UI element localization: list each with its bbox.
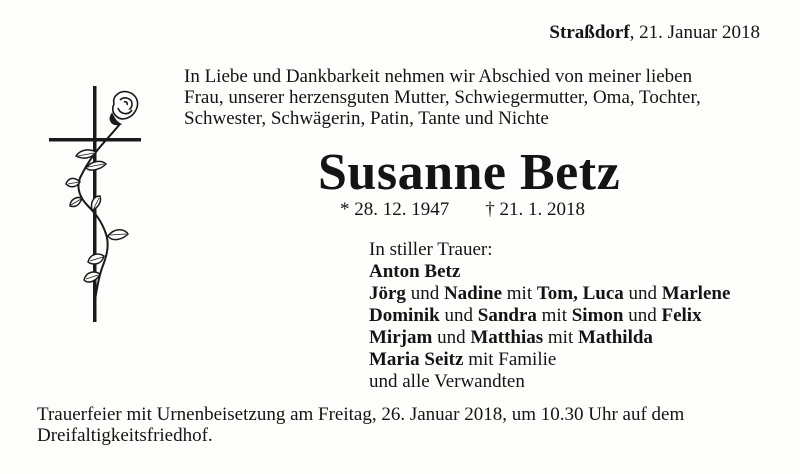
mourner-name: Matthias (470, 327, 544, 348)
connector-text: mit (543, 327, 578, 348)
mourner-line (369, 327, 730, 349)
birth-date: * 28. 12. 1947 (340, 199, 450, 220)
life-dates (340, 199, 585, 221)
deceased-name: Susanne Betz (318, 144, 621, 201)
mourners-list (369, 239, 730, 393)
mourner-name: Jörg (369, 283, 406, 304)
mourner-name: Anton Betz (369, 261, 461, 282)
mourners-heading: In stiller Trauer: (369, 239, 493, 260)
death-date: † 21. 1. 2018 (485, 199, 585, 220)
intro-line: Frau, unserer herzensguten Mutter, Schwiegermutter, Oma, Tochter, (184, 87, 701, 108)
connector-text: und (439, 305, 478, 326)
place-date (549, 22, 760, 44)
mourner-name: Simon (571, 305, 624, 326)
mourner-name: Felix (661, 305, 702, 326)
mourner-name: Sandra (477, 305, 537, 326)
connector-text: und (623, 283, 662, 304)
mourner-line (369, 261, 730, 283)
connector-text: mit Familie (463, 349, 557, 370)
cross-with-rose-icon (40, 86, 150, 331)
intro-line: In Liebe und Dankbarkeit nehmen wir Abschied von meiner lieben (184, 66, 693, 87)
intro-line: Schwester, Schwägerin, Patin, Tante und Nichte (184, 108, 549, 129)
intro-text (184, 66, 769, 129)
connector-text: mit (502, 283, 537, 304)
mourner-name: Mathilda (577, 327, 653, 348)
date: , 21. Januar 2018 (629, 22, 760, 43)
connector-text: und (405, 283, 444, 304)
mourner-line (369, 305, 730, 327)
mourner-name: Mirjam (369, 327, 433, 348)
mourner-name: Nadine (443, 283, 503, 304)
funeral-info (37, 404, 764, 446)
mourner-name: Marlene (661, 283, 731, 304)
mourner-name: Dominik (369, 305, 440, 326)
place: Straßdorf (549, 22, 630, 43)
funeral-info-line: Dreifaltigkeitsfriedhof. (37, 425, 213, 446)
funeral-info-line: Trauerfeier mit Urnenbeisetzung am Freitag, 26. Januar 2018, um 10.30 Uhr auf dem (37, 404, 685, 425)
mourner-name: Maria Seitz (369, 349, 464, 370)
connector-text: mit (536, 305, 572, 326)
mourner-name: Tom, Luca (536, 283, 624, 304)
mourner-line (369, 349, 730, 371)
mourner-line: und alle Verwandten (369, 371, 525, 392)
mourner-line (369, 283, 730, 305)
connector-text: und (432, 327, 471, 348)
connector-text: und (623, 305, 662, 326)
